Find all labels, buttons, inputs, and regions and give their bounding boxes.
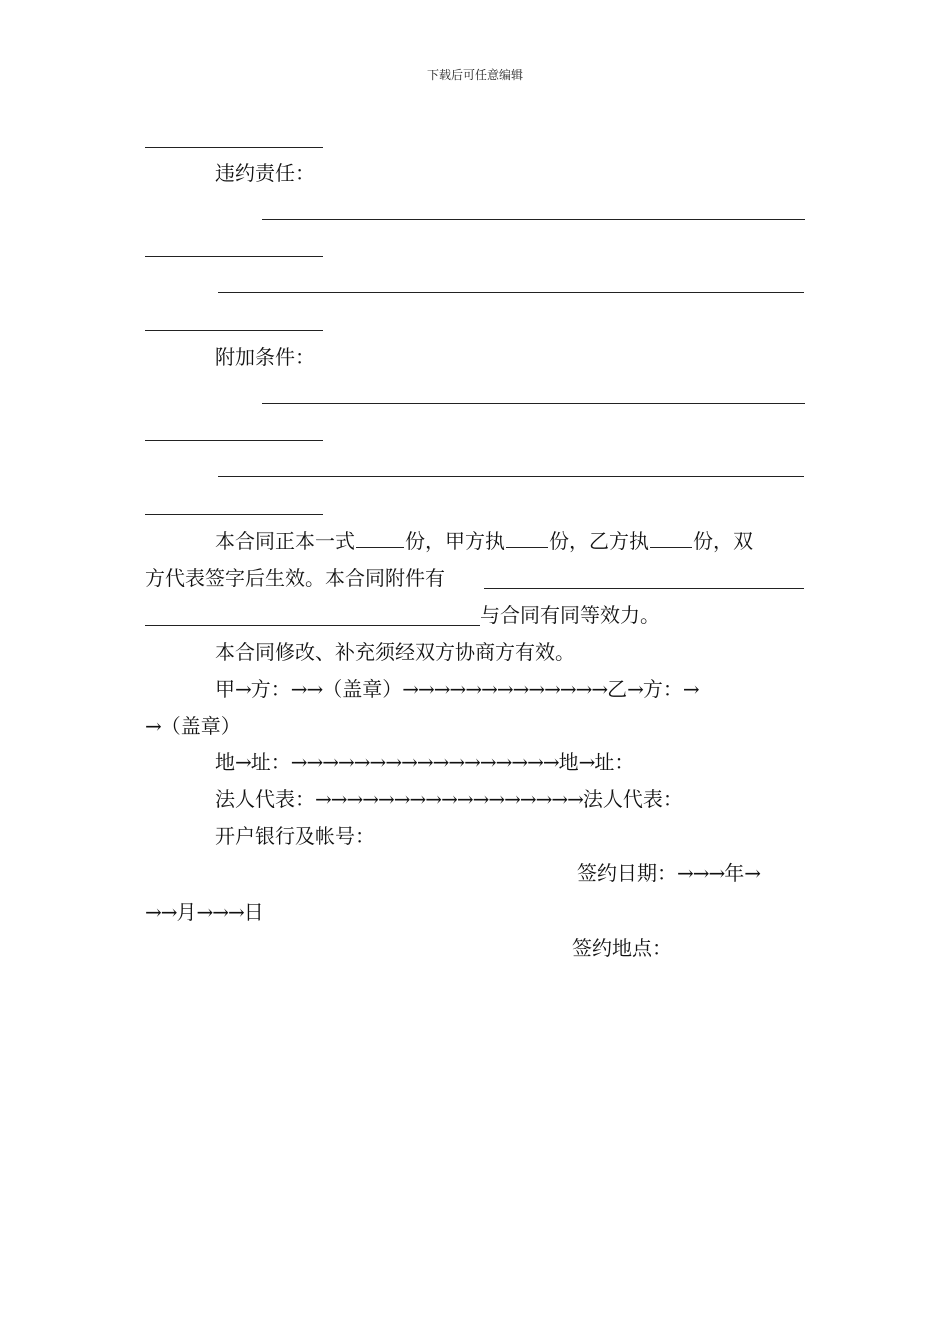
tab-arrow-icon: →→ (145, 900, 177, 924)
copies-line (215, 529, 753, 553)
seal-label: （盖章） (160, 714, 241, 738)
label: 签约日期： (577, 861, 677, 885)
tab-arrow-icon: → (744, 861, 761, 885)
tab-arrow-icon: →→→ (677, 861, 725, 885)
tab-arrow-icon: →→→→→→→→→→→→→→→→→ (290, 750, 559, 774)
copies-a-blank[interactable] (506, 529, 548, 548)
text: 方代表签字后生效。本合同附件有 (145, 566, 445, 590)
tab-arrow-icon: → (235, 677, 251, 701)
label: 乙 (607, 677, 628, 701)
section-label-breach: 违约责任： (215, 161, 315, 185)
fill-line[interactable] (218, 292, 804, 293)
place-line: 签约地点： (572, 936, 672, 960)
text: 份，双 (693, 529, 753, 553)
page-header: 下载后可任意编辑 (426, 68, 523, 82)
fill-line[interactable] (145, 256, 323, 257)
tab-arrow-icon: →→→ (196, 900, 244, 924)
tab-arrow-icon: → (145, 714, 161, 738)
date-line (577, 861, 760, 885)
tab-arrow-icon: → (627, 677, 643, 701)
text: 份，甲方执 (405, 529, 505, 553)
seal-label: （盖章） (322, 677, 403, 701)
fill-line[interactable] (145, 147, 323, 148)
label: 年 (724, 861, 745, 885)
label: 地 (558, 750, 579, 774)
label: 月 (176, 900, 197, 924)
party-a-line (215, 677, 699, 701)
label: 日 (243, 900, 264, 924)
tab-arrow-icon: →→→→→→→→→→→→→ (402, 677, 608, 701)
text: 份，乙方执 (549, 529, 649, 553)
attachments-fill-line[interactable] (484, 588, 804, 589)
copies-total-blank[interactable] (356, 529, 404, 548)
label: 址： (594, 750, 635, 774)
fill-line[interactable] (145, 330, 323, 331)
bank-line: 开户银行及帐号： (215, 824, 375, 848)
party-b-seal-line (145, 714, 241, 738)
date-continued-line (145, 900, 264, 924)
tab-arrow-icon: → (235, 750, 251, 774)
label: 法人代表： (215, 787, 315, 811)
text: 本合同正本一式 (215, 529, 355, 553)
tab-arrow-icon: →→ (290, 677, 323, 701)
label: 法人代表： (582, 787, 683, 811)
address-line (215, 750, 634, 774)
fill-line[interactable] (145, 514, 323, 515)
attachments-fill-line-2[interactable] (145, 625, 480, 626)
attachments-tail: 与合同有同等效力。 (480, 603, 660, 627)
label: 方： (250, 677, 291, 701)
label: 甲 (215, 677, 235, 701)
attachments-line (145, 566, 445, 590)
legal-rep-line (215, 787, 683, 811)
fill-line[interactable] (218, 476, 804, 477)
label: 址： (250, 750, 291, 774)
amendment-clause: 本合同修改、补充须经双方协商方有效。 (215, 640, 575, 664)
copies-b-blank[interactable] (650, 529, 692, 548)
tab-arrow-icon: →→→→→→→→→→→→→→→→→ (315, 787, 583, 811)
section-label-additional: 附加条件： (215, 345, 315, 369)
tab-arrow-icon: → (578, 750, 595, 774)
fill-line[interactable] (145, 440, 323, 441)
label: 地 (215, 750, 235, 774)
tab-arrow-icon: → (682, 677, 699, 701)
label: 方： (642, 677, 683, 701)
fill-line[interactable] (262, 403, 805, 404)
fill-line[interactable] (262, 219, 805, 220)
